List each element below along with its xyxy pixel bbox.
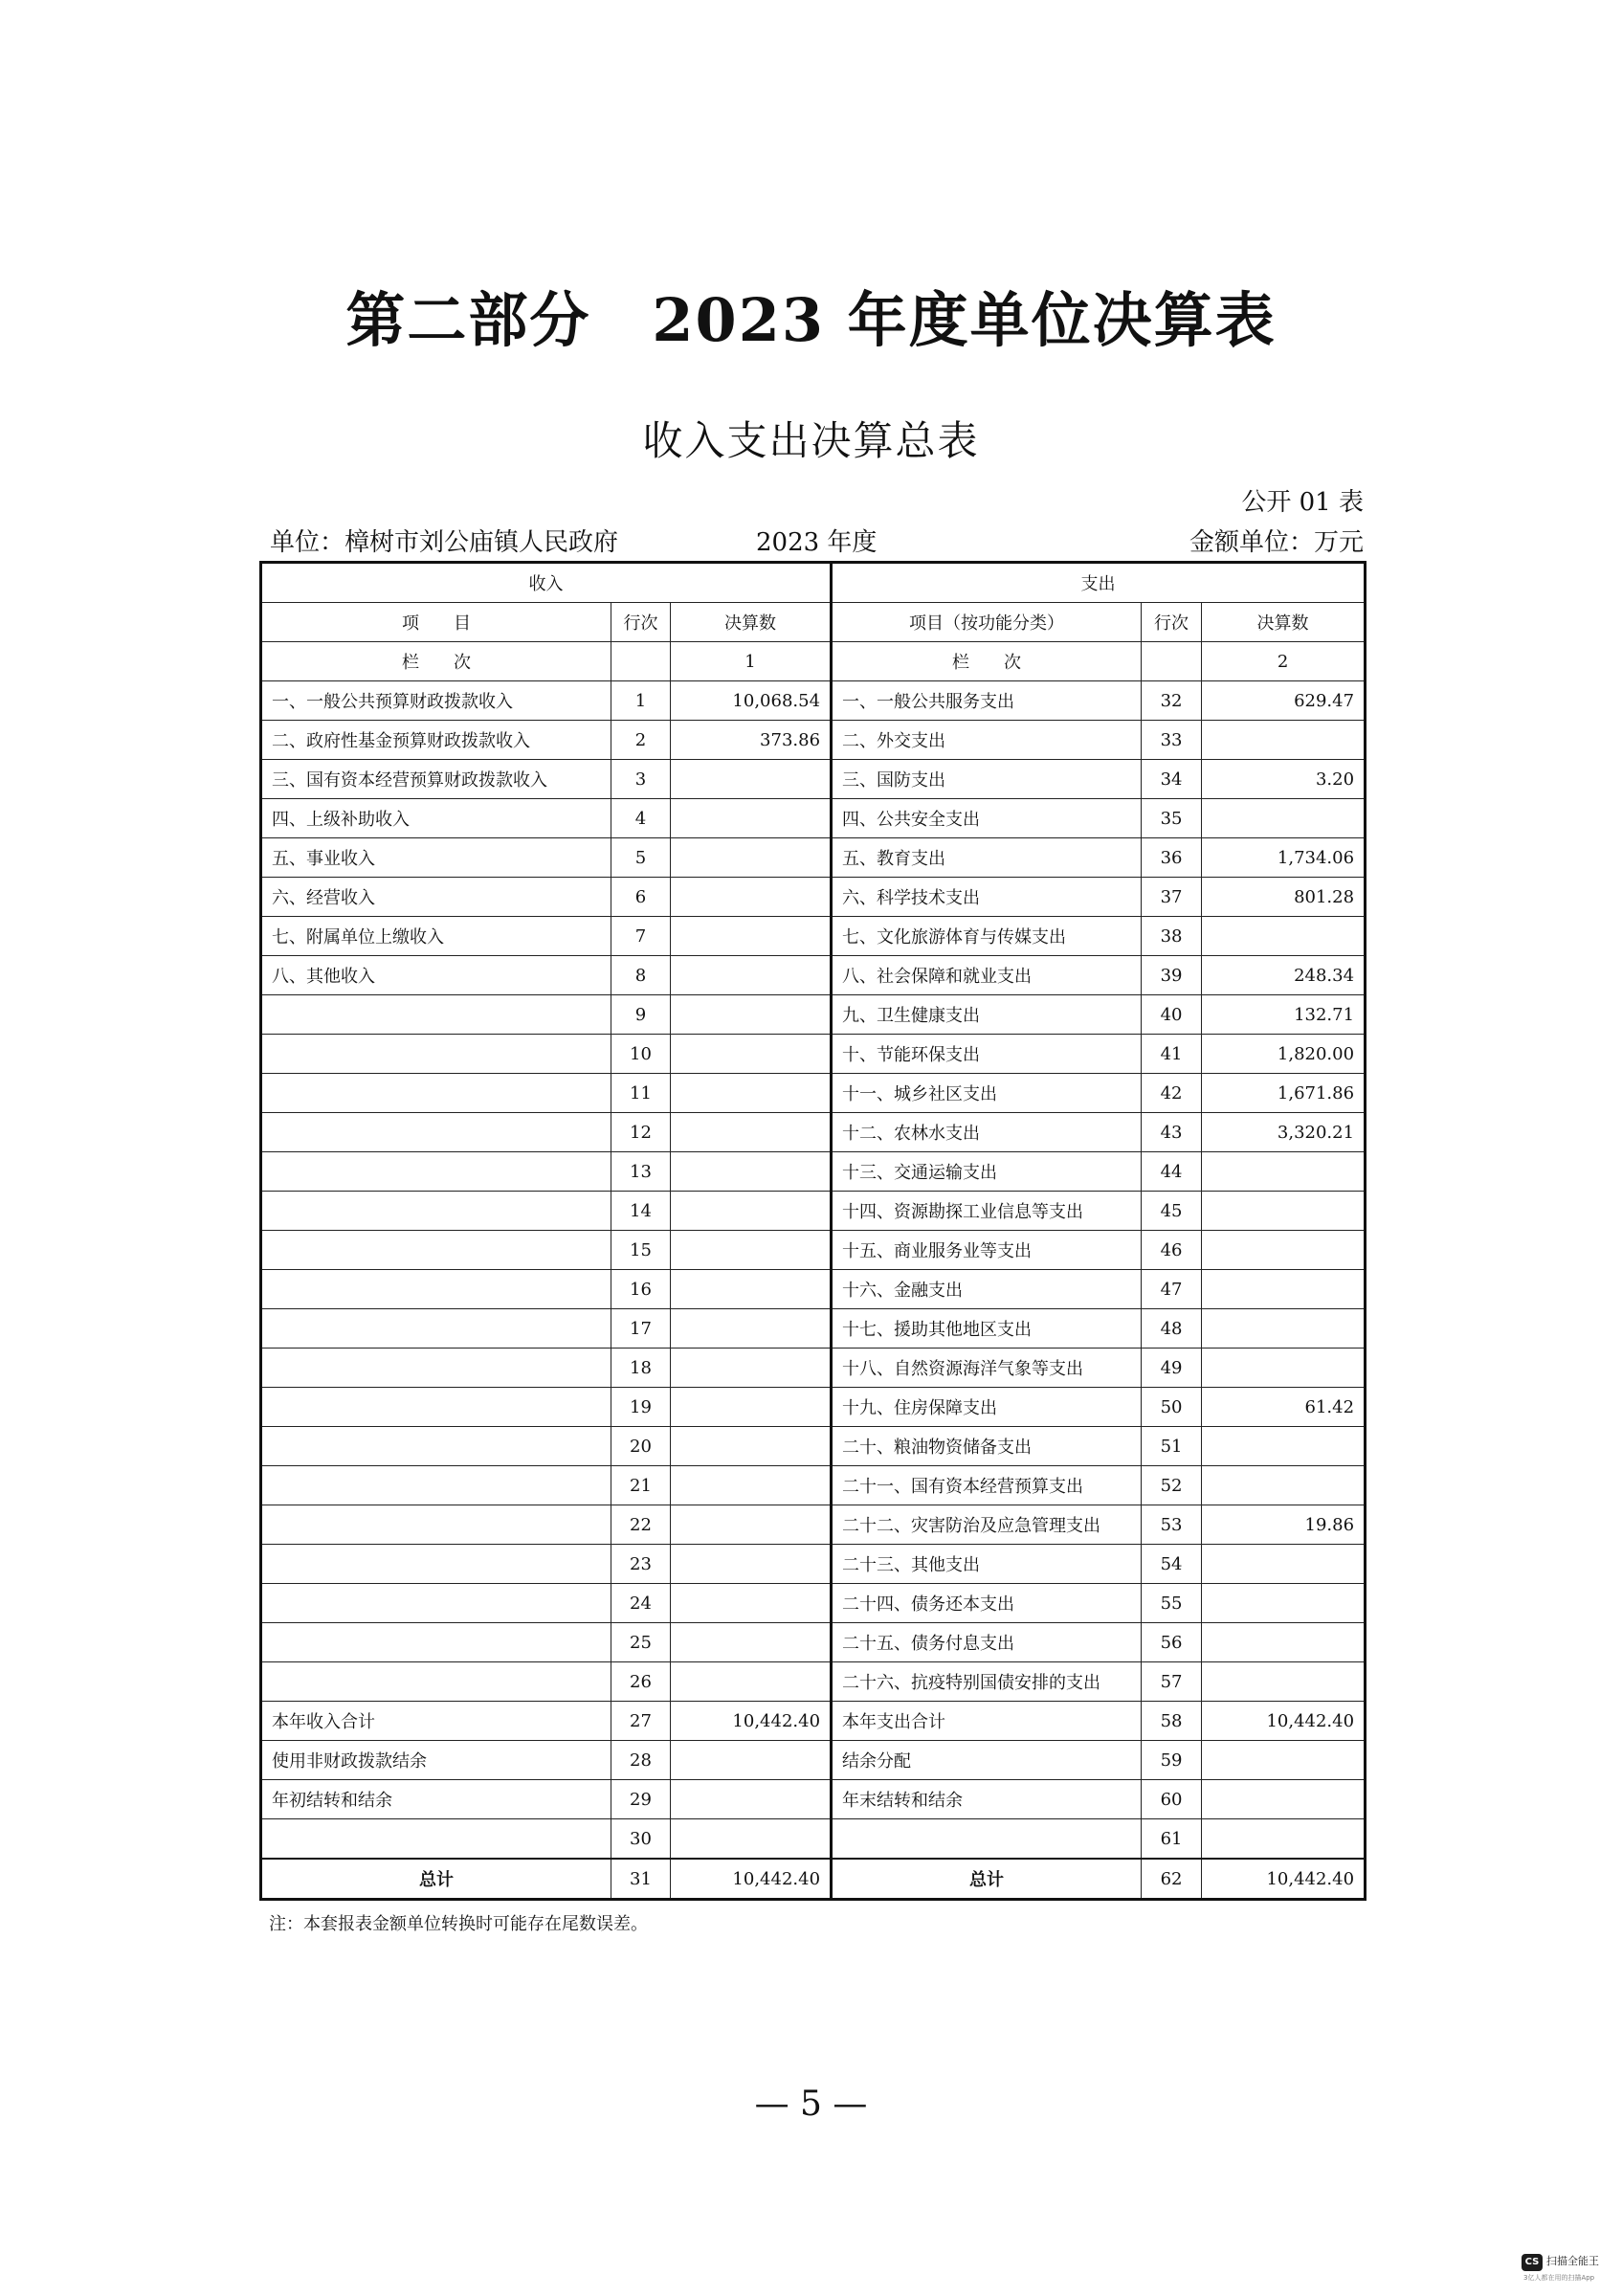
income-item: 四、上级补助收入 bbox=[261, 799, 611, 838]
expense-item: 十六、金融支出 bbox=[832, 1270, 1142, 1309]
income-amount bbox=[671, 1231, 832, 1270]
expense-item: 总计 bbox=[832, 1859, 1142, 1900]
table-row bbox=[261, 1192, 1366, 1231]
expense-item: 三、国防支出 bbox=[832, 760, 1142, 799]
income-row-number: 15 bbox=[611, 1231, 671, 1270]
income-item bbox=[261, 1466, 611, 1505]
table-row bbox=[261, 1427, 1366, 1466]
expense-row-number: 50 bbox=[1142, 1388, 1202, 1427]
expense-row-number: 57 bbox=[1142, 1662, 1202, 1702]
lanci-label: 栏 次 bbox=[261, 642, 611, 681]
income-row-number: 25 bbox=[611, 1623, 671, 1662]
income-row-number: 11 bbox=[611, 1074, 671, 1113]
income-row-number: 26 bbox=[611, 1662, 671, 1702]
income-item: 使用非财政拨款结余 bbox=[261, 1741, 611, 1780]
expense-row-number: 61 bbox=[1142, 1819, 1202, 1860]
income-amount: 10,068.54 bbox=[671, 681, 832, 721]
income-row-number: 4 bbox=[611, 799, 671, 838]
watermark-name: 扫描全能王 bbox=[1546, 2255, 1599, 2267]
expense-row-number: 58 bbox=[1142, 1702, 1202, 1741]
table-row bbox=[261, 760, 1366, 799]
expense-amount: 132.71 bbox=[1202, 995, 1366, 1035]
expense-item: 九、卫生健康支出 bbox=[832, 995, 1142, 1035]
income-item: 七、附属单位上缴收入 bbox=[261, 917, 611, 956]
expense-item: 十、节能环保支出 bbox=[832, 1035, 1142, 1074]
income-item bbox=[261, 1270, 611, 1309]
expense-item: 结余分配 bbox=[832, 1741, 1142, 1780]
expense-amount: 629.47 bbox=[1202, 681, 1366, 721]
expense-item: 十九、住房保障支出 bbox=[832, 1388, 1142, 1427]
table-row bbox=[261, 1545, 1366, 1584]
expense-amount bbox=[1202, 1349, 1366, 1388]
expense-row-number: 44 bbox=[1142, 1152, 1202, 1192]
income-amount bbox=[671, 1152, 832, 1192]
table-row bbox=[261, 681, 1366, 721]
expense-item: 二十、粮油物资储备支出 bbox=[832, 1427, 1142, 1466]
lanci-empty bbox=[611, 642, 671, 681]
income-item: 三、国有资本经营预算财政拨款收入 bbox=[261, 760, 611, 799]
income-item bbox=[261, 1035, 611, 1074]
income-row-number: 3 bbox=[611, 760, 671, 799]
table-row bbox=[261, 1231, 1366, 1270]
income-item bbox=[261, 1074, 611, 1113]
table-row bbox=[261, 1741, 1366, 1780]
expense-amount: 10,442.40 bbox=[1202, 1859, 1366, 1900]
income-amount: 373.86 bbox=[671, 721, 832, 760]
income-amount bbox=[671, 1662, 832, 1702]
expense-amount: 1,734.06 bbox=[1202, 838, 1366, 878]
table-title: 收入支出决算总表 bbox=[642, 417, 980, 464]
table-row bbox=[261, 721, 1366, 760]
table-row bbox=[261, 917, 1366, 956]
expense-amount bbox=[1202, 1545, 1366, 1584]
table-row bbox=[261, 1819, 1366, 1860]
income-amount bbox=[671, 799, 832, 838]
income-amount bbox=[671, 1466, 832, 1505]
table-row bbox=[261, 956, 1366, 995]
expense-row-number: 42 bbox=[1142, 1074, 1202, 1113]
table-row bbox=[261, 1780, 1366, 1819]
col-header-item-func: 项目（按功能分类） bbox=[832, 603, 1142, 642]
income-row-number: 1 bbox=[611, 681, 671, 721]
income-row-number: 12 bbox=[611, 1113, 671, 1152]
amount-unit-label: 金额单位：万元 bbox=[1189, 528, 1364, 557]
table-row bbox=[261, 1623, 1366, 1662]
income-row-number: 21 bbox=[611, 1466, 671, 1505]
expense-row-number: 55 bbox=[1142, 1584, 1202, 1623]
table-row bbox=[261, 1349, 1366, 1388]
income-amount bbox=[671, 760, 832, 799]
income-amount bbox=[671, 1270, 832, 1309]
income-item: 六、经营收入 bbox=[261, 878, 611, 917]
income-item bbox=[261, 995, 611, 1035]
camscanner-logo-icon: CS bbox=[1522, 2254, 1543, 2271]
income-item bbox=[261, 1152, 611, 1192]
expense-amount bbox=[1202, 1623, 1366, 1662]
watermark-tagline: 3亿人都在用的扫描App bbox=[1523, 2274, 1595, 2282]
expense-amount: 19.86 bbox=[1202, 1505, 1366, 1545]
expense-item: 二十一、国有资本经营预算支出 bbox=[832, 1466, 1142, 1505]
footnote: 注：本套报表金额单位转换时可能存在尾数误差。 bbox=[269, 1914, 648, 1934]
expense-item: 二十二、灾害防治及应急管理支出 bbox=[832, 1505, 1142, 1545]
expense-item: 二、外交支出 bbox=[832, 721, 1142, 760]
income-row-number: 5 bbox=[611, 838, 671, 878]
income-item: 五、事业收入 bbox=[261, 838, 611, 878]
income-amount bbox=[671, 1819, 832, 1860]
expense-item: 二十三、其他支出 bbox=[832, 1545, 1142, 1584]
table-row bbox=[261, 1152, 1366, 1192]
expense-row-number: 37 bbox=[1142, 878, 1202, 917]
expense-item: 十二、农林水支出 bbox=[832, 1113, 1142, 1152]
income-row-number: 20 bbox=[611, 1427, 671, 1466]
header-row-sections bbox=[261, 563, 1366, 603]
income-row-number: 27 bbox=[611, 1702, 671, 1741]
table-row bbox=[261, 1662, 1366, 1702]
year-label: 2023 年度 bbox=[756, 528, 878, 557]
expense-row-number: 48 bbox=[1142, 1309, 1202, 1349]
table-row bbox=[261, 838, 1366, 878]
expense-row-number: 45 bbox=[1142, 1192, 1202, 1231]
expense-row-number: 33 bbox=[1142, 721, 1202, 760]
expense-item: 十四、资源勘探工业信息等支出 bbox=[832, 1192, 1142, 1231]
income-item: 八、其他收入 bbox=[261, 956, 611, 995]
table-row bbox=[261, 1505, 1366, 1545]
income-row-number: 8 bbox=[611, 956, 671, 995]
expense-amount bbox=[1202, 1427, 1366, 1466]
expense-row-number: 52 bbox=[1142, 1466, 1202, 1505]
income-amount bbox=[671, 1349, 832, 1388]
income-item bbox=[261, 1349, 611, 1388]
income-row-number: 24 bbox=[611, 1584, 671, 1623]
expense-row-number: 41 bbox=[1142, 1035, 1202, 1074]
income-amount bbox=[671, 1741, 832, 1780]
expense-row-number: 34 bbox=[1142, 760, 1202, 799]
income-amount bbox=[671, 1584, 832, 1623]
table-row bbox=[261, 1466, 1366, 1505]
expense-row-number: 47 bbox=[1142, 1270, 1202, 1309]
expense-header: 支出 bbox=[832, 563, 1366, 603]
page-title: 第二部分 2023 年度单位决算表 bbox=[345, 285, 1277, 355]
income-item: 总计 bbox=[261, 1859, 611, 1900]
expense-item: 年末结转和结余 bbox=[832, 1780, 1142, 1819]
income-amount bbox=[671, 878, 832, 917]
expense-item bbox=[832, 1819, 1142, 1860]
income-header: 收入 bbox=[261, 563, 832, 603]
col-header-item: 项 目 bbox=[261, 603, 611, 642]
expense-item: 本年支出合计 bbox=[832, 1702, 1142, 1741]
lanci-label-2: 栏 次 bbox=[832, 642, 1142, 681]
expense-item: 二十五、债务付息支出 bbox=[832, 1623, 1142, 1662]
expense-amount: 1,820.00 bbox=[1202, 1035, 1366, 1074]
expense-row-number: 56 bbox=[1142, 1623, 1202, 1662]
expense-item: 十八、自然资源海洋气象等支出 bbox=[832, 1349, 1142, 1388]
expense-row-number: 49 bbox=[1142, 1349, 1202, 1388]
income-item bbox=[261, 1584, 611, 1623]
expense-item: 十三、交通运输支出 bbox=[832, 1152, 1142, 1192]
table-row bbox=[261, 1702, 1366, 1741]
income-row-number: 22 bbox=[611, 1505, 671, 1545]
income-item: 一、一般公共预算财政拨款收入 bbox=[261, 681, 611, 721]
table-row bbox=[261, 1270, 1366, 1309]
expense-amount bbox=[1202, 1584, 1366, 1623]
total-row bbox=[261, 1859, 1366, 1900]
income-row-number: 28 bbox=[611, 1741, 671, 1780]
expense-row-number: 38 bbox=[1142, 917, 1202, 956]
table-row bbox=[261, 1388, 1366, 1427]
expense-row-number: 62 bbox=[1142, 1859, 1202, 1900]
expense-row-number: 53 bbox=[1142, 1505, 1202, 1545]
expense-row-number: 39 bbox=[1142, 956, 1202, 995]
income-amount bbox=[671, 1623, 832, 1662]
income-row-number: 6 bbox=[611, 878, 671, 917]
table-row bbox=[261, 995, 1366, 1035]
income-amount bbox=[671, 1505, 832, 1545]
income-amount bbox=[671, 1545, 832, 1584]
income-item bbox=[261, 1505, 611, 1545]
expense-item: 一、一般公共服务支出 bbox=[832, 681, 1142, 721]
income-row-number: 9 bbox=[611, 995, 671, 1035]
income-expense-table bbox=[259, 561, 1366, 1901]
expense-amount bbox=[1202, 917, 1366, 956]
income-item bbox=[261, 1623, 611, 1662]
income-row-number: 16 bbox=[611, 1270, 671, 1309]
income-item: 年初结转和结余 bbox=[261, 1780, 611, 1819]
expense-row-number: 51 bbox=[1142, 1427, 1202, 1466]
income-row-number: 30 bbox=[611, 1819, 671, 1860]
income-item bbox=[261, 1309, 611, 1349]
col-number-1: 1 bbox=[671, 642, 832, 681]
income-item bbox=[261, 1192, 611, 1231]
expense-amount bbox=[1202, 1309, 1366, 1349]
income-row-number: 2 bbox=[611, 721, 671, 760]
expense-item: 二十四、债务还本支出 bbox=[832, 1584, 1142, 1623]
expense-amount bbox=[1202, 1741, 1366, 1780]
col-header-amount2: 决算数 bbox=[1202, 603, 1366, 642]
expense-amount bbox=[1202, 1819, 1366, 1860]
income-item bbox=[261, 1231, 611, 1270]
expense-row-number: 36 bbox=[1142, 838, 1202, 878]
expense-item: 六、科学技术支出 bbox=[832, 878, 1142, 917]
income-item bbox=[261, 1545, 611, 1584]
col-header-row: 行次 bbox=[611, 603, 671, 642]
income-row-number: 19 bbox=[611, 1388, 671, 1427]
income-item bbox=[261, 1819, 611, 1860]
income-row-number: 17 bbox=[611, 1309, 671, 1349]
expense-row-number: 46 bbox=[1142, 1231, 1202, 1270]
lanci-empty-2 bbox=[1142, 642, 1202, 681]
expense-amount bbox=[1202, 1152, 1366, 1192]
table-number: 公开 01 表 bbox=[1241, 488, 1364, 517]
expense-item: 十五、商业服务业等支出 bbox=[832, 1231, 1142, 1270]
expense-item: 二十六、抗疫特别国债安排的支出 bbox=[832, 1662, 1142, 1702]
expense-amount bbox=[1202, 1662, 1366, 1702]
expense-row-number: 54 bbox=[1142, 1545, 1202, 1584]
table-row bbox=[261, 1584, 1366, 1623]
expense-item: 十一、城乡社区支出 bbox=[832, 1074, 1142, 1113]
expense-amount: 3.20 bbox=[1202, 760, 1366, 799]
income-item: 本年收入合计 bbox=[261, 1702, 611, 1741]
income-row-number: 23 bbox=[611, 1545, 671, 1584]
expense-amount: 10,442.40 bbox=[1202, 1702, 1366, 1741]
income-amount bbox=[671, 838, 832, 878]
income-amount: 10,442.40 bbox=[671, 1859, 832, 1900]
income-amount bbox=[671, 1427, 832, 1466]
expense-item: 四、公共安全支出 bbox=[832, 799, 1142, 838]
income-amount bbox=[671, 1113, 832, 1152]
income-row-number: 29 bbox=[611, 1780, 671, 1819]
header-row-columns bbox=[261, 603, 1366, 642]
expense-amount: 61.42 bbox=[1202, 1388, 1366, 1427]
income-row-number: 13 bbox=[611, 1152, 671, 1192]
expense-amount: 3,320.21 bbox=[1202, 1113, 1366, 1152]
expense-amount bbox=[1202, 1780, 1366, 1819]
expense-row-number: 59 bbox=[1142, 1741, 1202, 1780]
expense-item: 十七、援助其他地区支出 bbox=[832, 1309, 1142, 1349]
income-amount bbox=[671, 1388, 832, 1427]
header-row-lanci bbox=[261, 642, 1366, 681]
expense-item: 七、文化旅游体育与传媒支出 bbox=[832, 917, 1142, 956]
income-amount bbox=[671, 1780, 832, 1819]
income-amount bbox=[671, 1035, 832, 1074]
income-item bbox=[261, 1427, 611, 1466]
expense-item: 五、教育支出 bbox=[832, 838, 1142, 878]
income-amount bbox=[671, 1192, 832, 1231]
table-row bbox=[261, 878, 1366, 917]
expense-row-number: 60 bbox=[1142, 1780, 1202, 1819]
table-row bbox=[261, 799, 1366, 838]
page-number: — 5 — bbox=[754, 2084, 868, 2124]
income-amount bbox=[671, 956, 832, 995]
income-amount bbox=[671, 1309, 832, 1349]
income-row-number: 7 bbox=[611, 917, 671, 956]
expense-item: 八、社会保障和就业支出 bbox=[832, 956, 1142, 995]
expense-row-number: 43 bbox=[1142, 1113, 1202, 1152]
col-header-amount: 决算数 bbox=[671, 603, 832, 642]
expense-amount: 801.28 bbox=[1202, 878, 1366, 917]
income-item bbox=[261, 1388, 611, 1427]
expense-amount bbox=[1202, 1192, 1366, 1231]
income-amount bbox=[671, 995, 832, 1035]
table-row bbox=[261, 1309, 1366, 1349]
expense-amount bbox=[1202, 799, 1366, 838]
income-amount bbox=[671, 917, 832, 956]
table-row bbox=[261, 1074, 1366, 1113]
expense-amount bbox=[1202, 1231, 1366, 1270]
expense-amount bbox=[1202, 721, 1366, 760]
table-row bbox=[261, 1113, 1366, 1152]
income-row-number: 10 bbox=[611, 1035, 671, 1074]
income-amount bbox=[671, 1074, 832, 1113]
income-amount: 10,442.40 bbox=[671, 1702, 832, 1741]
col-number-2: 2 bbox=[1202, 642, 1366, 681]
income-item: 二、政府性基金预算财政拨款收入 bbox=[261, 721, 611, 760]
expense-amount: 248.34 bbox=[1202, 956, 1366, 995]
col-header-row2: 行次 bbox=[1142, 603, 1202, 642]
income-row-number: 31 bbox=[611, 1859, 671, 1900]
expense-row-number: 32 bbox=[1142, 681, 1202, 721]
expense-row-number: 35 bbox=[1142, 799, 1202, 838]
income-row-number: 14 bbox=[611, 1192, 671, 1231]
expense-amount bbox=[1202, 1466, 1366, 1505]
income-item bbox=[261, 1662, 611, 1702]
expense-amount bbox=[1202, 1270, 1366, 1309]
income-item bbox=[261, 1113, 611, 1152]
income-row-number: 18 bbox=[611, 1349, 671, 1388]
unit-label: 单位：樟树市刘公庙镇人民政府 bbox=[270, 528, 619, 557]
expense-amount: 1,671.86 bbox=[1202, 1074, 1366, 1113]
expense-row-number: 40 bbox=[1142, 995, 1202, 1035]
table-row bbox=[261, 1035, 1366, 1074]
